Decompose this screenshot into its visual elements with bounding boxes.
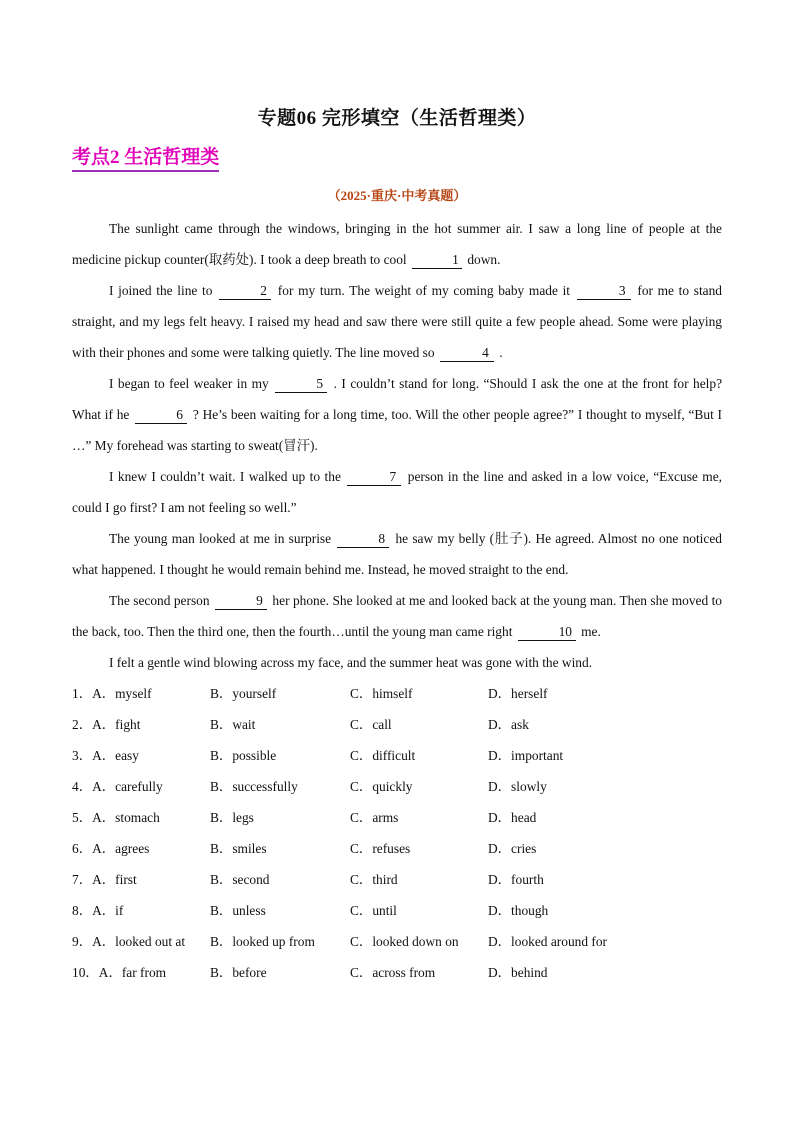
passage-text: I knew I couldn’t wait. I walked up to the — [109, 469, 346, 484]
passage-text: for me to stand straight, and my legs felt heavy. I raised my head and saw there were still quite a few people ahead. Some were playing with their phones and some were talking quietly. The line moved so — [72, 283, 723, 360]
passage-paragraph — [72, 461, 722, 523]
option-row — [72, 770, 722, 801]
option-choice: 10．A．far from — [72, 965, 167, 980]
option-choice: 2．A．fight — [72, 717, 141, 732]
option-row — [72, 863, 722, 894]
option-row — [72, 925, 722, 956]
cloze-passage — [72, 213, 722, 678]
option-choice: D．though — [488, 903, 549, 918]
passage-text: down. — [464, 252, 501, 267]
option-row — [72, 739, 722, 770]
option-choice: D．head — [488, 810, 537, 825]
passage-paragraph — [72, 647, 722, 678]
passage-paragraph — [72, 275, 722, 368]
option-choice: D．looked around for — [488, 934, 607, 949]
passage-text: he saw my belly (肚子). He agreed. Almost no one noticed what happened. I thought he would remain behind me. Instead, he moved straight to the end. — [72, 531, 722, 577]
passage-text: person in the line and asked in a low voice, “Excuse me, could I go first? I am not feeling so well.” — [72, 469, 722, 515]
option-choice: C．across from — [350, 965, 436, 980]
option-choice: B．unless — [210, 903, 266, 918]
blank-7: 7 — [347, 469, 401, 486]
answer-options — [72, 677, 722, 987]
blank-1: 1 — [412, 252, 462, 269]
option-row — [72, 801, 722, 832]
option-choice: C．until — [350, 903, 397, 918]
passage-text: me. — [577, 624, 601, 639]
passage-text: ? He’s been waiting for a long time, too. Will the other people agree?” I thought to myself, “But I …” My forehead was starting to sweat(冒汗). — [72, 407, 723, 453]
option-choice: D．behind — [488, 965, 548, 980]
passage-paragraph — [72, 213, 722, 275]
option-choice: C．call — [350, 717, 392, 732]
option-choice: D．herself — [488, 686, 548, 701]
blank-10: 10 — [518, 624, 576, 641]
option-choice: B．wait — [210, 717, 256, 732]
option-choice: B．legs — [210, 810, 254, 825]
option-choice: B．second — [210, 872, 270, 887]
option-choice: 5．A．stomach — [72, 810, 160, 825]
passage-text: for my turn. The weight of my coming baby made it — [273, 283, 575, 298]
option-choice: C．third — [350, 872, 398, 887]
passage-text: I felt a gentle wind blowing across my face, and the summer heat was gone with the wind. — [109, 655, 593, 670]
option-choice: D．cries — [488, 841, 537, 856]
blank-9: 9 — [215, 593, 267, 610]
option-choice: D．slowly — [488, 779, 547, 794]
option-choice: C．refuses — [350, 841, 411, 856]
passage-text: . I couldn’t stand for long. “Should I ask the one at the front for help? What if he — [72, 376, 723, 422]
option-choice: D．ask — [488, 717, 529, 732]
option-choice: C．looked down on — [350, 934, 459, 949]
blank-6: 6 — [135, 407, 187, 424]
option-choice: D．important — [488, 748, 564, 763]
passage-paragraph — [72, 368, 722, 461]
option-choice: C．quickly — [350, 779, 413, 794]
option-choice: C．himself — [350, 686, 413, 701]
section-heading: 考点2 生活哲理类 — [72, 146, 219, 172]
passage-text: I joined the line to — [109, 283, 218, 298]
option-choice: 3．A．easy — [72, 748, 139, 763]
option-row — [72, 894, 722, 925]
page-title: 专题06 完形填空（生活哲理类） — [257, 108, 537, 129]
blank-4: 4 — [440, 345, 494, 362]
option-choice: B．possible — [210, 748, 277, 763]
passage-paragraph — [72, 585, 722, 647]
blank-5: 5 — [275, 376, 327, 393]
option-row — [72, 956, 722, 987]
option-choice: C．arms — [350, 810, 399, 825]
passage-text: The sunlight came through the windows, bringing in the hot summer air. I saw a long line of people at the medicine pickup counter(取药处). I took a deep breath to cool — [72, 221, 722, 267]
passage-text: The second person — [109, 593, 213, 608]
blank-8: 8 — [337, 531, 389, 548]
option-choice: 6．A．agrees — [72, 841, 150, 856]
option-choice: B．smiles — [210, 841, 267, 856]
option-choice: D．fourth — [488, 872, 544, 887]
option-choice: B．successfully — [210, 779, 298, 794]
passage-text: . — [495, 345, 503, 360]
source-note: （2025·重庆·中考真题） — [327, 188, 467, 203]
option-choice: 4．A．carefully — [72, 779, 163, 794]
option-row — [72, 708, 722, 739]
passage-text: I began to feel weaker in my — [109, 376, 274, 391]
option-choice: C．difficult — [350, 748, 416, 763]
blank-3: 3 — [577, 283, 631, 300]
blank-2: 2 — [219, 283, 271, 300]
option-choice: 8．A．if — [72, 903, 124, 918]
passage-text: her phone. She looked at me and looked back at the young man. Then she moved to the back, too. Then the third one, then the fourth…until the young man came right — [72, 593, 722, 639]
passage-text: The young man looked at me in surprise — [109, 531, 336, 546]
option-choice: B．before — [210, 965, 267, 980]
option-choice: 7．A．first — [72, 872, 137, 887]
passage-paragraph — [72, 523, 722, 585]
option-choice: 1．A．myself — [72, 686, 152, 701]
option-choice: B．yourself — [210, 686, 277, 701]
option-choice: B．looked up from — [210, 934, 315, 949]
option-row — [72, 677, 722, 708]
option-row — [72, 832, 722, 863]
option-choice: 9．A．looked out at — [72, 934, 186, 949]
